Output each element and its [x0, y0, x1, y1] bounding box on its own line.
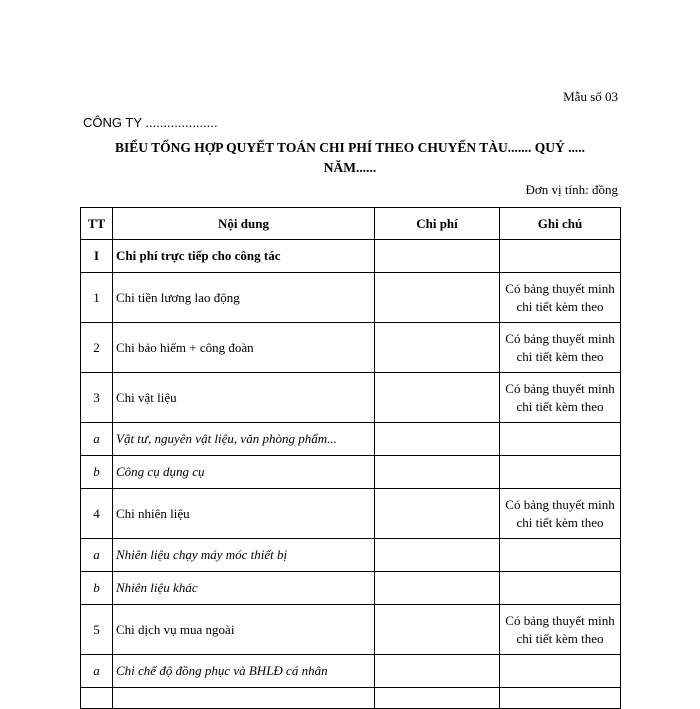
row-content: Chi chế độ đồng phục và BHLĐ cá nhân: [113, 655, 375, 688]
table-row: [81, 688, 621, 709]
row-content: Chi phí trực tiếp cho công tác: [113, 240, 375, 273]
table-row: [81, 655, 621, 688]
row-cost: [375, 423, 500, 456]
table-row: [81, 240, 621, 273]
row-index: a: [81, 423, 113, 456]
column-header-content: Nội dung: [113, 208, 375, 240]
document-title: [80, 138, 620, 178]
row-note-line-1: Có bảng thuyết minh: [505, 496, 615, 512]
row-content: Chi dịch vụ mua ngoài: [113, 605, 375, 655]
row-cost: [375, 539, 500, 572]
row-note: [500, 539, 621, 572]
company-name: CÔNG TY ....................: [83, 115, 218, 130]
row-note: [500, 655, 621, 688]
row-content: Công cụ dụng cụ: [113, 456, 375, 489]
row-content: Vật tư, nguyên vật liệu, văn phòng phẩm...: [113, 423, 375, 456]
table-row: [81, 605, 621, 655]
row-index: 1: [81, 273, 113, 323]
row-index: a: [81, 539, 113, 572]
row-note: [500, 605, 621, 655]
column-header-tt: TT: [81, 208, 113, 240]
row-content: Chi bảo hiểm + công đoàn: [113, 323, 375, 373]
row-cost: [375, 323, 500, 373]
row-note: [500, 688, 621, 709]
row-index: b: [81, 572, 113, 605]
row-cost: [375, 572, 500, 605]
title-line-1: BIỂU TỔNG HỢP QUYẾT TOÁN CHI PHÍ THEO CHUYẾN TÀU....... QUÝ .....: [115, 140, 585, 155]
row-note: [500, 273, 621, 323]
row-note: [500, 489, 621, 539]
row-note: [500, 373, 621, 423]
row-content: Chi nhiên liệu: [113, 489, 375, 539]
row-index: 2: [81, 323, 113, 373]
table-row: [81, 273, 621, 323]
row-note: [500, 572, 621, 605]
row-content: [113, 688, 375, 709]
table-row: [81, 489, 621, 539]
row-content: Nhiên liệu khác: [113, 572, 375, 605]
row-content: Chi vật liệu: [113, 373, 375, 423]
row-cost: [375, 655, 500, 688]
cost-summary-table: [80, 207, 621, 709]
row-note-line-2: chi tiết kèm theo: [516, 514, 604, 530]
table-row: [81, 539, 621, 572]
table-header-row: [81, 208, 621, 240]
table-row: [81, 423, 621, 456]
row-cost: [375, 688, 500, 709]
row-content: Chi tiền lương lao động: [113, 273, 375, 323]
row-index: 3: [81, 373, 113, 423]
row-note-line-2: chi tiết kèm theo: [516, 398, 604, 414]
row-note-line-2: chi tiết kèm theo: [516, 298, 604, 314]
table-row: [81, 572, 621, 605]
column-header-note: Ghi chú: [500, 208, 621, 240]
row-index: I: [81, 240, 113, 273]
row-index: 5: [81, 605, 113, 655]
row-cost: [375, 373, 500, 423]
row-note: [500, 456, 621, 489]
currency-unit: Đơn vị tính: đồng: [525, 182, 618, 197]
row-note: [500, 240, 621, 273]
row-index: [81, 688, 113, 709]
row-content: Nhiên liệu chạy máy móc thiết bị: [113, 539, 375, 572]
row-index: a: [81, 655, 113, 688]
row-cost: [375, 456, 500, 489]
row-note: [500, 323, 621, 373]
table-row: [81, 323, 621, 373]
row-cost: [375, 605, 500, 655]
row-index: 4: [81, 489, 113, 539]
row-note-line-1: Có bảng thuyết minh: [505, 280, 615, 296]
row-cost: [375, 489, 500, 539]
row-note-line-2: chi tiết kèm theo: [516, 348, 604, 364]
row-index: b: [81, 456, 113, 489]
row-note-line-2: chi tiết kèm theo: [516, 630, 604, 646]
row-cost: [375, 240, 500, 273]
column-header-cost: Chi phí: [375, 208, 500, 240]
form-number: Mẫu số 03: [563, 89, 618, 104]
row-note-line-1: Có bảng thuyết minh: [505, 380, 615, 396]
table-row: [81, 373, 621, 423]
row-note-line-1: Có bảng thuyết minh: [505, 612, 615, 628]
table-row: [81, 456, 621, 489]
row-cost: [375, 273, 500, 323]
title-line-2: NĂM......: [323, 160, 377, 175]
row-note-line-1: Có bảng thuyết minh: [505, 330, 615, 346]
row-note: [500, 423, 621, 456]
